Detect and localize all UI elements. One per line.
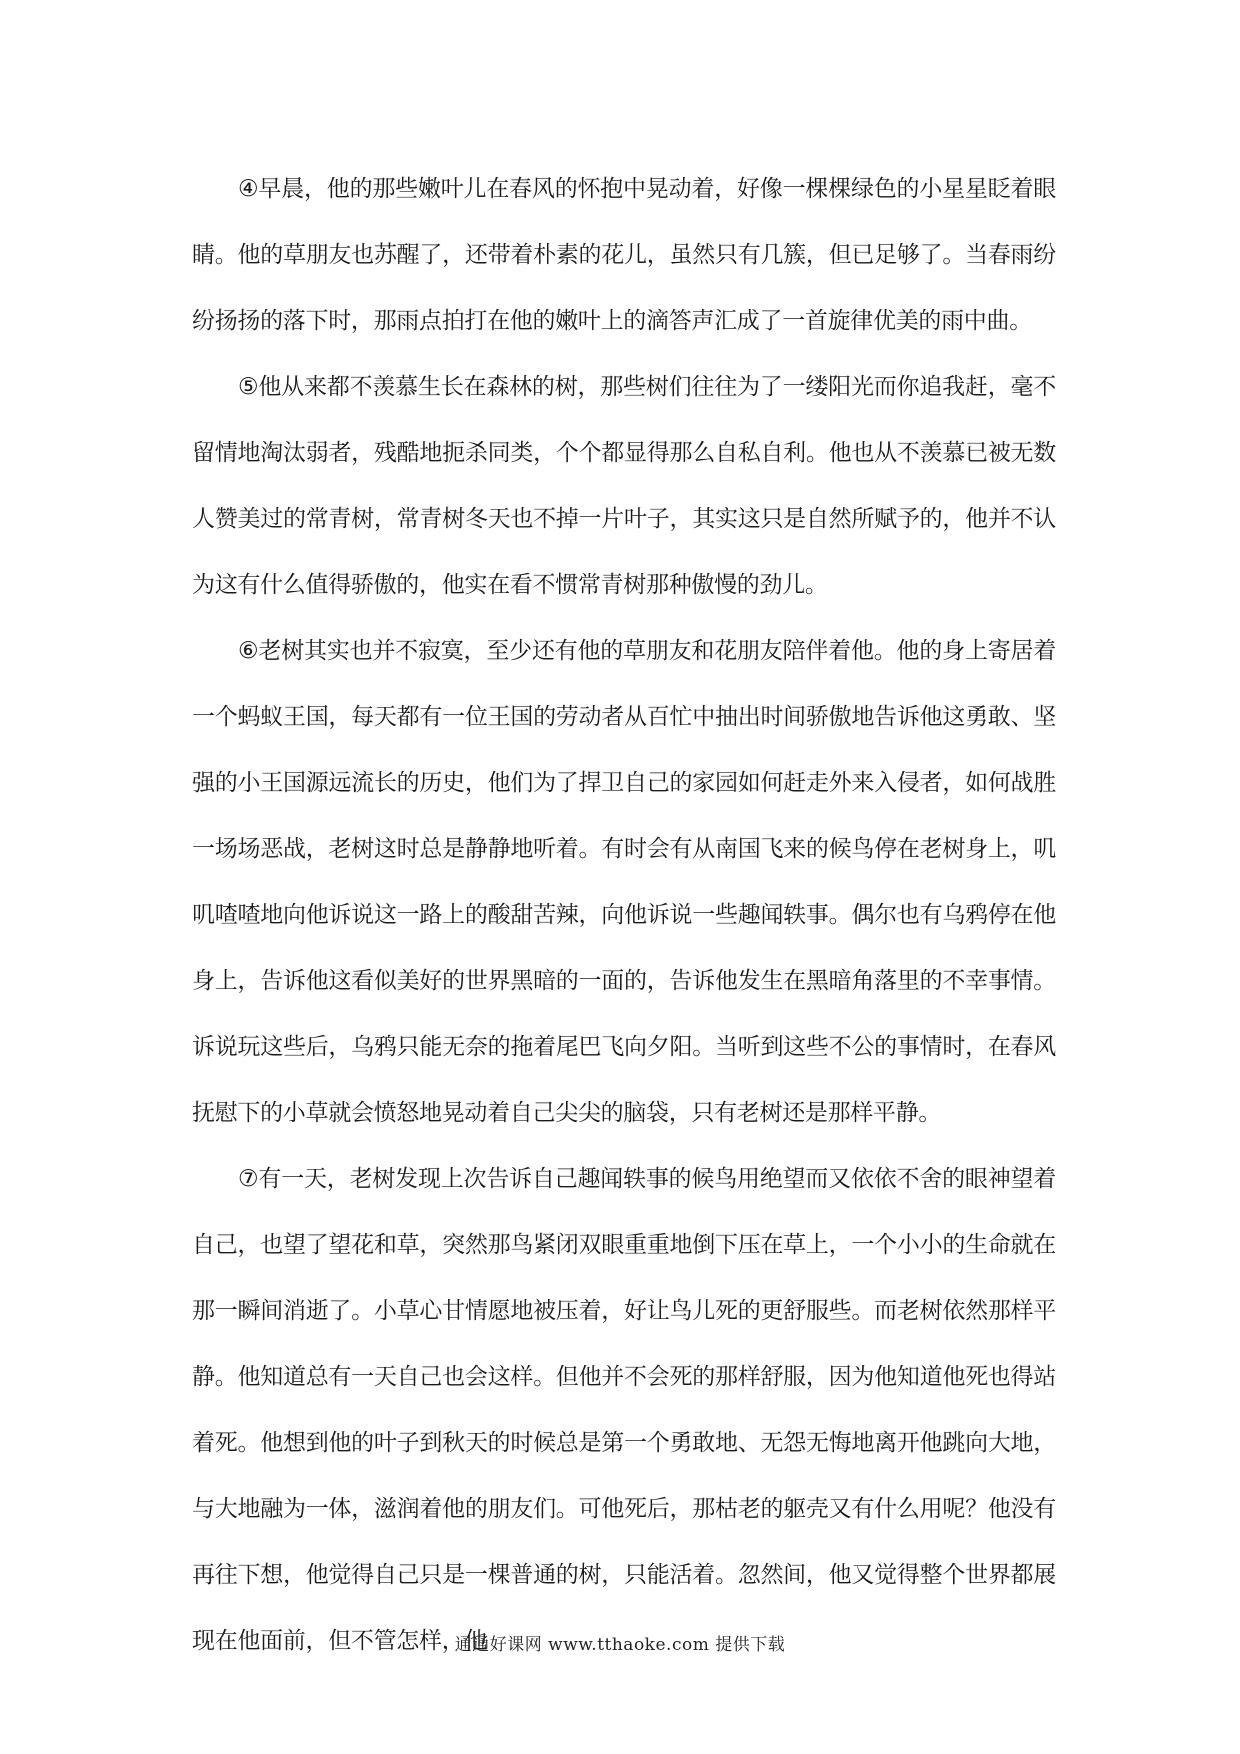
body-text — [192, 156, 1056, 1674]
page-footer: 通通好课网 www.tthaoke.com 提供下载 — [454, 1635, 786, 1655]
paragraph-4: ④早晨，他的那些嫩叶儿在春风的怀抱中晃动着，好像一棵棵绿色的小星星眨着眼睛。他的草朋友也苏醒了，还带着朴素的花儿，虽然只有几簇，但已足够了。当春雨纷纷扬扬的落下时，那雨点拍打在他的嫩叶上的滴答声汇成了一首旋律优美的雨中曲。 — [192, 176, 1056, 334]
paragraph-5: ⑤他从来都不羡慕生长在森林的树，那些树们往往为了一缕阳光而你追我赶，毫不留情地淘汰弱者，残酷地扼杀同类，个个都显得那么自私自利。他也从不羡慕已被无数人赞美过的常青树，常青树冬天也不掉一片叶子，其实这只是自然所赋予的，他并不认为这有什么值得骄傲的，他实在看不惯常青树那种傲慢的劲儿。 — [192, 374, 1056, 598]
paragraph-7: ⑦有一天，老树发现上次告诉自己趣闻轶事的候鸟用绝望而又依依不舍的眼神望着自己，也望了望花和草，突然那鸟紧闭双眼重重地倒下压在草上，一个小小的生命就在那一瞬间消逝了。小草心甘情愿地被压着，好让鸟儿死的更舒服些。而老树依然那样平静。他知道总有一天自己也会这样。但他并不会死的那样舒服，因为他知道他死也得站着死。他想到他的叶子到秋天的时候总是第一个勇敢地、无怨无悔地离开他跳向大地，与大地融为一体，滋润着他的朋友们。可他死后，那枯老的躯壳又有什么用呢？他没有再往下想，他觉得自己只是一棵普通的树，只能活着。忽然间，他又觉得整个世界都展现在他面前，但不管怎样，他 — [192, 1166, 1056, 1654]
paragraph-6: ⑥老树其实也并不寂寞，至少还有他的草朋友和花朋友陪伴着他。他的身上寄居着一个蚂蚁王国，每天都有一位王国的劳动者从百忙中抽出时间骄傲地告诉他这勇敢、坚强的小王国源远流长的历史，他们为了捍卫自己的家园如何赶走外来入侵者，如何战胜一场场恶战，老树这时总是静静地听着。有时会有从南国飞来的候鸟停在老树身上，叽叽喳喳地向他诉说这一路上的酸甜苦辣，向他诉说一些趣闻轶事。偶尔也有乌鸦停在他身上，告诉他这看似美好的世界黑暗的一面的，告诉他发生在黑暗角落里的不幸事情。诉说玩这些后，乌鸦只能无奈的拖着尾巴飞向夕阳。当听到这些不公的事情时，在春风抚慰下的小草就会愤怒地晃动着自己尖尖的脑袋，只有老树还是那样平静。 — [192, 638, 1056, 1126]
